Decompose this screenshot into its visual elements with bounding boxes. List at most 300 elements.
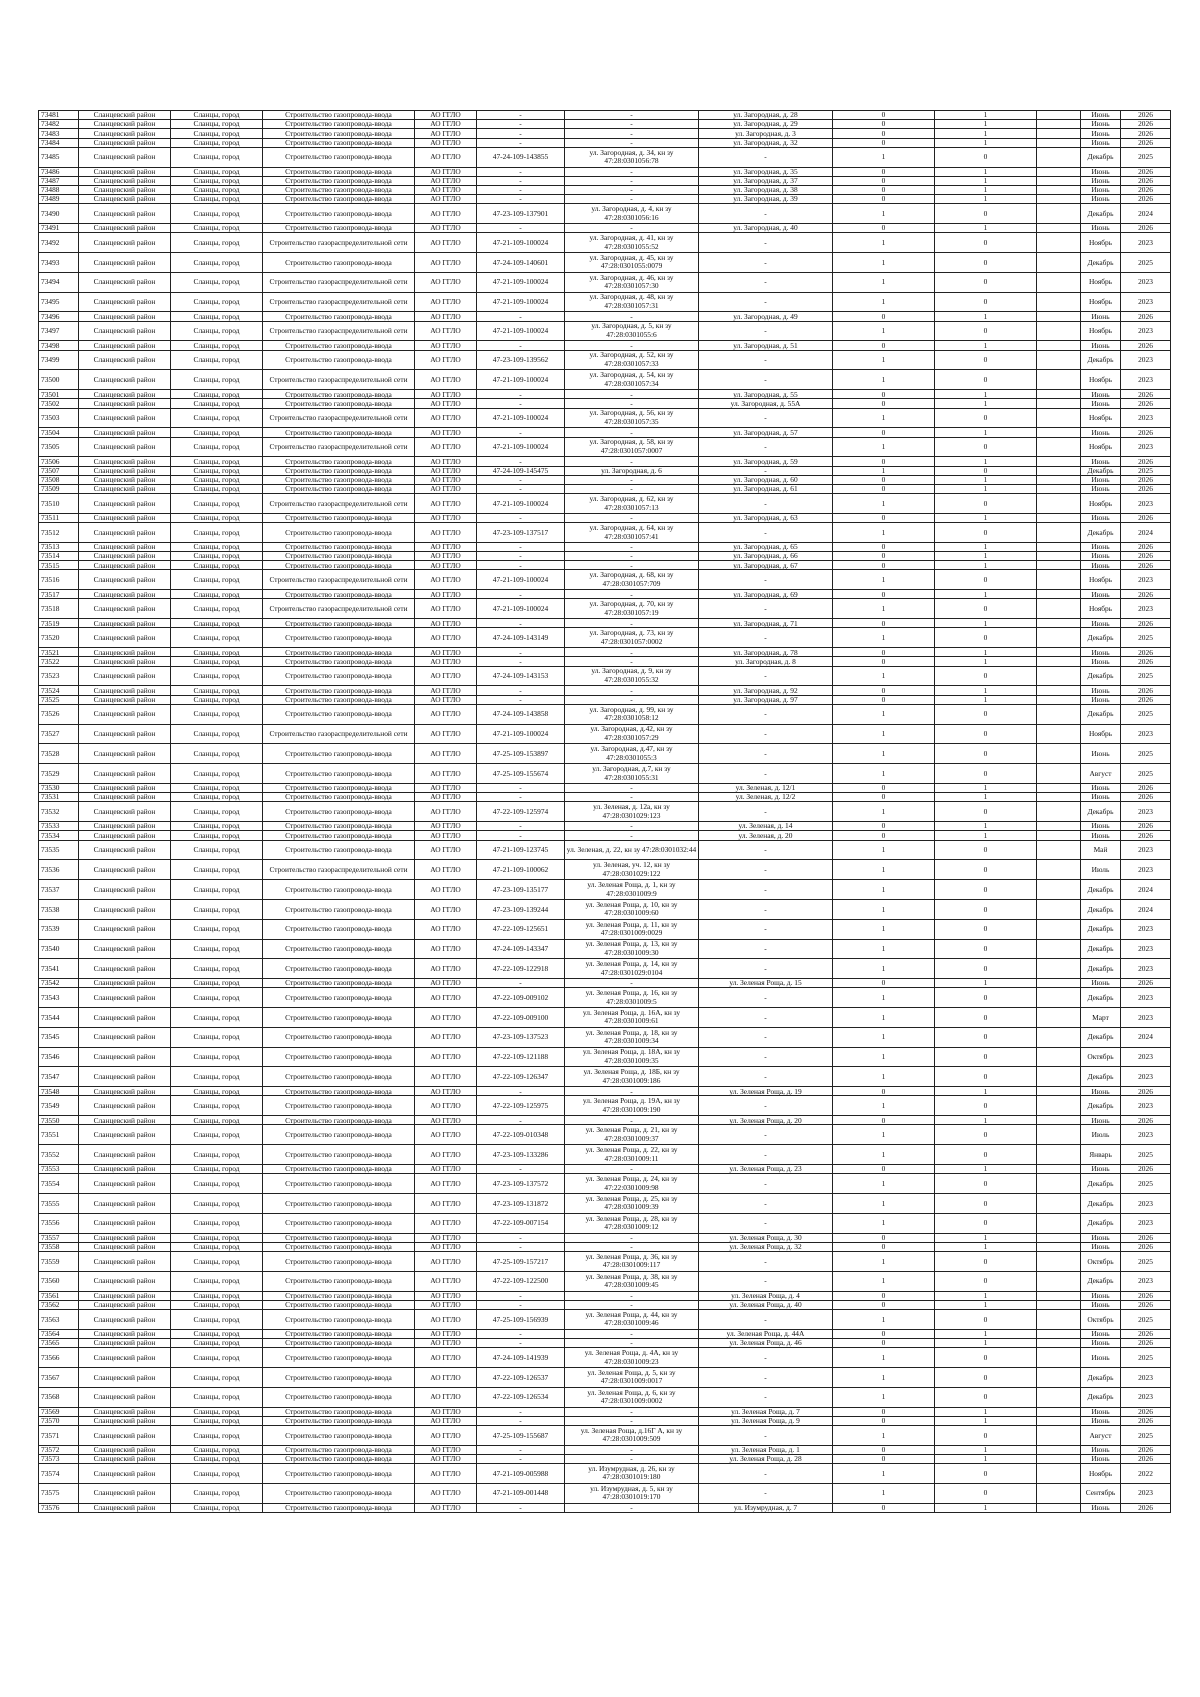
district-cell: Сланцевский район (79, 523, 171, 543)
cadastral-address-cell: ул. Изумрудная, д. 5, кн зу 47:28:0301019:170 (565, 1483, 699, 1503)
work-type-cell: Строительство газопровода-ввода (263, 695, 415, 704)
district-cell: Сланцевский район (79, 1008, 171, 1028)
cadastral-address-cell: - (565, 1087, 699, 1096)
work-type-cell: Строительство газопровода-ввода (263, 899, 415, 919)
year-cell: 2026 (1121, 1445, 1171, 1454)
work-type-cell: Строительство газораспределительной сети (263, 272, 415, 292)
spacer-cell (1037, 899, 1081, 919)
district-cell: Сланцевский район (79, 1483, 171, 1503)
table-row (39, 1067, 1171, 1087)
contract-number-cell: - (477, 176, 565, 185)
month-cell: Июнь (1081, 619, 1121, 628)
flag-cell-a: 1 (833, 802, 935, 822)
spacer-cell (1037, 1338, 1081, 1347)
table-row (39, 704, 1171, 724)
row-number: 73512 (39, 523, 79, 543)
settlement-cell: Сланцы, город (171, 1387, 263, 1407)
flag-cell-b: 1 (935, 1116, 1037, 1125)
cadastral-address-cell: ул. Загородная, д.42, кн зу 47:28:0301057:29 (565, 724, 699, 744)
row-number: 73515 (39, 561, 79, 570)
flag-cell-b: 0 (935, 1271, 1037, 1291)
flag-cell-b: 1 (935, 1445, 1037, 1454)
cadastral-address-cell: ул. Зеленая Роща, д. 44, кн зу 47:28:0301009:46 (565, 1309, 699, 1329)
address-cell: ул. Зеленая Роща, д. 28 (699, 1454, 833, 1463)
settlement-cell: Сланцы, город (171, 370, 263, 390)
organization-cell: АО ГГЛО (415, 350, 477, 370)
cadastral-address-cell: ул. Загородная, д. 9, кн зу 47:28:0301055:32 (565, 666, 699, 686)
table-row (39, 120, 1171, 129)
work-type-cell: Строительство газопровода-ввода (263, 648, 415, 657)
organization-cell: АО ГГЛО (415, 1165, 477, 1174)
organization-cell: АО ГГЛО (415, 185, 477, 194)
year-cell: 2022 (1121, 1464, 1171, 1484)
settlement-cell: Сланцы, город (171, 959, 263, 979)
work-type-cell: Строительство газопровода-ввода (263, 1291, 415, 1300)
organization-cell: АО ГГЛО (415, 272, 477, 292)
contract-number-cell: - (477, 1291, 565, 1300)
flag-cell-a: 1 (833, 666, 935, 686)
flag-cell-b: 0 (935, 628, 1037, 648)
month-cell: Июнь (1081, 552, 1121, 561)
year-cell: 2023 (1121, 570, 1171, 590)
row-number: 73549 (39, 1096, 79, 1116)
year-cell: 2026 (1121, 138, 1171, 147)
work-type-cell: Строительство газопровода-ввода (263, 1116, 415, 1125)
row-number: 73570 (39, 1416, 79, 1425)
cadastral-address-cell: ул. Загородная, д. 64, кн зу 47:28:0301057:41 (565, 523, 699, 543)
table-row (39, 1027, 1171, 1047)
flag-cell-b: 0 (935, 840, 1037, 860)
year-cell: 2023 (1121, 272, 1171, 292)
address-cell: - (699, 1309, 833, 1329)
district-cell: Сланцевский район (79, 919, 171, 939)
address-cell: - (699, 1348, 833, 1368)
month-cell: Июнь (1081, 1407, 1121, 1416)
month-cell: Декабрь (1081, 1387, 1121, 1407)
month-cell: Декабрь (1081, 988, 1121, 1008)
table-row (39, 341, 1171, 350)
settlement-cell: Сланцы, город (171, 494, 263, 514)
spacer-cell (1037, 408, 1081, 428)
contract-number-cell: - (477, 513, 565, 522)
organization-cell: АО ГГЛО (415, 570, 477, 590)
work-type-cell: Строительство газопровода-ввода (263, 988, 415, 1008)
organization-cell: АО ГГЛО (415, 552, 477, 561)
month-cell: Ноябрь (1081, 1464, 1121, 1484)
address-cell: - (699, 959, 833, 979)
contract-number-cell: 47-25-109-153897 (477, 744, 565, 764)
settlement-cell: Сланцы, город (171, 1483, 263, 1503)
contract-number-cell: 47-22-109-009100 (477, 1008, 565, 1028)
cadastral-address-cell: - (565, 552, 699, 561)
table-row (39, 1194, 1171, 1214)
year-cell: 2026 (1121, 686, 1171, 695)
settlement-cell: Сланцы, город (171, 939, 263, 959)
cadastral-address-cell: ул. Зеленая Роща, д. 25, кн зу 47:28:0301009:39 (565, 1194, 699, 1214)
month-cell: Сентябрь (1081, 1483, 1121, 1503)
cadastral-address-cell: ул. Загородная, д. 5, кн зу 47:28:0301055:6 (565, 321, 699, 341)
organization-cell: АО ГГЛО (415, 1008, 477, 1028)
cadastral-address-cell: - (565, 1329, 699, 1338)
settlement-cell: Сланцы, город (171, 1454, 263, 1463)
district-cell: Сланцевский район (79, 147, 171, 167)
organization-cell: АО ГГЛО (415, 599, 477, 619)
flag-cell-a: 1 (833, 1145, 935, 1165)
row-number: 73526 (39, 704, 79, 724)
district-cell: Сланцевский район (79, 959, 171, 979)
address-cell: ул. Зеленая Роща, д. 15 (699, 979, 833, 988)
address-cell: ул. Зеленая Роща, д. 32 (699, 1242, 833, 1251)
settlement-cell: Сланцы, город (171, 880, 263, 900)
organization-cell: АО ГГЛО (415, 176, 477, 185)
flag-cell-b: 1 (935, 1329, 1037, 1338)
table-row (39, 272, 1171, 292)
address-cell: ул. Загородная, д. 28 (699, 111, 833, 120)
flag-cell-b: 0 (935, 253, 1037, 273)
table-row (39, 802, 1171, 822)
flag-cell-b: 0 (935, 802, 1037, 822)
flag-cell-a: 1 (833, 1271, 935, 1291)
flag-cell-b: 1 (935, 428, 1037, 437)
flag-cell-b: 1 (935, 979, 1037, 988)
flag-cell-b: 0 (935, 350, 1037, 370)
settlement-cell: Сланцы, город (171, 1087, 263, 1096)
year-cell: 2026 (1121, 561, 1171, 570)
cadastral-address-cell: - (565, 619, 699, 628)
settlement-cell: Сланцы, город (171, 860, 263, 880)
row-number: 73572 (39, 1445, 79, 1454)
address-cell: ул. Загородная, д. 65 (699, 542, 833, 551)
address-cell: - (699, 1483, 833, 1503)
organization-cell: АО ГГЛО (415, 802, 477, 822)
table-row (39, 1503, 1171, 1512)
work-type-cell: Строительство газопровода-ввода (263, 1271, 415, 1291)
district-cell: Сланцевский район (79, 570, 171, 590)
work-type-cell: Строительство газопровода-ввода (263, 1338, 415, 1347)
work-type-cell: Строительство газопровода-ввода (263, 628, 415, 648)
flag-cell-a: 1 (833, 321, 935, 341)
cadastral-address-cell: - (565, 1116, 699, 1125)
work-type-cell: Строительство газопровода-ввода (263, 1125, 415, 1145)
flag-cell-b: 1 (935, 822, 1037, 831)
flag-cell-a: 0 (833, 648, 935, 657)
month-cell: Ноябрь (1081, 437, 1121, 457)
cadastral-address-cell: - (565, 1338, 699, 1347)
work-type-cell: Строительство газопровода-ввода (263, 793, 415, 802)
cadastral-address-cell: ул. Загородная, д. 34, кн зу 47:28:0301056:78 (565, 147, 699, 167)
district-cell: Сланцевский район (79, 253, 171, 273)
table-row (39, 899, 1171, 919)
row-number: 73513 (39, 542, 79, 551)
flag-cell-b: 1 (935, 657, 1037, 666)
address-cell: - (699, 1213, 833, 1233)
organization-cell: АО ГГЛО (415, 475, 477, 484)
month-cell: Ноябрь (1081, 408, 1121, 428)
organization-cell: АО ГГЛО (415, 1503, 477, 1512)
flag-cell-a: 0 (833, 129, 935, 138)
spacer-cell (1037, 484, 1081, 493)
spacer-cell (1037, 1008, 1081, 1028)
flag-cell-b: 1 (935, 484, 1037, 493)
contract-number-cell: 47-22-109-009102 (477, 988, 565, 1008)
cadastral-address-cell: ул. Загородная, д. 56, кн зу 47:28:0301057:35 (565, 408, 699, 428)
work-type-cell: Строительство газопровода-ввода (263, 1087, 415, 1096)
cadastral-address-cell: - (565, 1300, 699, 1309)
work-type-cell: Строительство газопровода-ввода (263, 1008, 415, 1028)
settlement-cell: Сланцы, город (171, 195, 263, 204)
contract-number-cell: 47-23-109-131872 (477, 1194, 565, 1214)
organization-cell: АО ГГЛО (415, 764, 477, 784)
work-type-cell: Строительство газопровода-ввода (263, 185, 415, 194)
organization-cell: АО ГГЛО (415, 628, 477, 648)
month-cell: Июнь (1081, 111, 1121, 120)
work-type-cell: Строительство газопровода-ввода (263, 457, 415, 466)
cadastral-address-cell: ул. Зеленая Роща, д. 18А, кн зу 47:28:0301009:35 (565, 1047, 699, 1067)
contract-number-cell: 47-24-109-143858 (477, 704, 565, 724)
row-number: 73569 (39, 1407, 79, 1416)
contract-number-cell: 47-21-109-100024 (477, 233, 565, 253)
contract-number-cell: - (477, 484, 565, 493)
settlement-cell: Сланцы, город (171, 724, 263, 744)
flag-cell-b: 1 (935, 224, 1037, 233)
work-type-cell: Строительство газопровода-ввода (263, 542, 415, 551)
month-cell: Июнь (1081, 793, 1121, 802)
flag-cell-a: 1 (833, 408, 935, 428)
address-cell: - (699, 704, 833, 724)
flag-cell-b: 1 (935, 1233, 1037, 1242)
table-row (39, 399, 1171, 408)
contract-number-cell: 47-22-109-121188 (477, 1047, 565, 1067)
spacer-cell (1037, 988, 1081, 1008)
spacer-cell (1037, 1407, 1081, 1416)
cadastral-address-cell: ул. Загородная, д. 54, кн зу 47:28:0301057:34 (565, 370, 699, 390)
flag-cell-b: 0 (935, 494, 1037, 514)
month-cell: Ноябрь (1081, 599, 1121, 619)
settlement-cell: Сланцы, город (171, 666, 263, 686)
work-type-cell: Строительство газопровода-ввода (263, 552, 415, 561)
table-row (39, 628, 1171, 648)
year-cell: 2023 (1121, 860, 1171, 880)
district-cell: Сланцевский район (79, 724, 171, 744)
table-row (39, 988, 1171, 1008)
row-number: 73521 (39, 648, 79, 657)
spacer-cell (1037, 599, 1081, 619)
year-cell: 2026 (1121, 695, 1171, 704)
contract-number-cell: - (477, 657, 565, 666)
cadastral-address-cell: ул. Зеленая Роща, д. 28, кн зу 47:28:0301009:12 (565, 1213, 699, 1233)
row-number: 73497 (39, 321, 79, 341)
flag-cell-b: 1 (935, 399, 1037, 408)
district-cell: Сланцевский район (79, 195, 171, 204)
work-type-cell: Строительство газопровода-ввода (263, 561, 415, 570)
settlement-cell: Сланцы, город (171, 1125, 263, 1145)
spacer-cell (1037, 744, 1081, 764)
month-cell: Июнь (1081, 1416, 1121, 1425)
address-cell: - (699, 253, 833, 273)
contract-number-cell: 47-23-109-137901 (477, 204, 565, 224)
flag-cell-a: 1 (833, 437, 935, 457)
contract-number-cell: 47-21-109-100024 (477, 321, 565, 341)
flag-cell-a: 0 (833, 979, 935, 988)
spacer-cell (1037, 1503, 1081, 1512)
spacer-cell (1037, 513, 1081, 522)
organization-cell: АО ГГЛО (415, 1387, 477, 1407)
table-row (39, 292, 1171, 312)
work-type-cell: Строительство газопровода-ввода (263, 167, 415, 176)
district-cell: Сланцевский район (79, 1291, 171, 1300)
work-type-cell: Строительство газопровода-ввода (263, 1407, 415, 1416)
cadastral-address-cell: ул. Зеленая Роща, д. 22, кн зу 47:28:0301009:11 (565, 1145, 699, 1165)
cadastral-address-cell: ул. Зеленая, д. 22, кн зу 47:28:0301032:44 (565, 840, 699, 860)
contract-number-cell: - (477, 1242, 565, 1251)
contract-number-cell: - (477, 390, 565, 399)
settlement-cell: Сланцы, город (171, 292, 263, 312)
row-number: 73544 (39, 1008, 79, 1028)
month-cell: Октябрь (1081, 1047, 1121, 1067)
month-cell: Июнь (1081, 1233, 1121, 1242)
row-number: 73552 (39, 1145, 79, 1165)
settlement-cell: Сланцы, город (171, 1174, 263, 1194)
work-type-cell: Строительство газопровода-ввода (263, 1483, 415, 1503)
table-row (39, 1483, 1171, 1503)
cadastral-address-cell: - (565, 1503, 699, 1512)
year-cell: 2023 (1121, 1271, 1171, 1291)
district-cell: Сланцевский район (79, 475, 171, 484)
year-cell: 2026 (1121, 619, 1171, 628)
work-type-cell: Строительство газопровода-ввода (263, 1348, 415, 1368)
spacer-cell (1037, 648, 1081, 657)
row-number: 73573 (39, 1454, 79, 1463)
row-number: 73558 (39, 1242, 79, 1251)
organization-cell: АО ГГЛО (415, 138, 477, 147)
district-cell: Сланцевский район (79, 686, 171, 695)
flag-cell-b: 1 (935, 1300, 1037, 1309)
flag-cell-a: 1 (833, 204, 935, 224)
work-type-cell: Строительство газопровода-ввода (263, 484, 415, 493)
district-cell: Сланцевский район (79, 619, 171, 628)
year-cell: 2026 (1121, 793, 1171, 802)
settlement-cell: Сланцы, город (171, 1309, 263, 1329)
year-cell: 2025 (1121, 1145, 1171, 1165)
flag-cell-b: 0 (935, 1027, 1037, 1047)
month-cell: Декабрь (1081, 253, 1121, 273)
settlement-cell: Сланцы, город (171, 321, 263, 341)
month-cell: Октябрь (1081, 1309, 1121, 1329)
row-number: 73483 (39, 129, 79, 138)
district-cell: Сланцевский район (79, 822, 171, 831)
organization-cell: АО ГГЛО (415, 1174, 477, 1194)
contract-number-cell: - (477, 341, 565, 350)
district-cell: Сланцевский район (79, 111, 171, 120)
table-row (39, 1425, 1171, 1445)
flag-cell-b: 1 (935, 1291, 1037, 1300)
contract-number-cell: - (477, 979, 565, 988)
address-cell: - (699, 437, 833, 457)
flag-cell-a: 1 (833, 370, 935, 390)
organization-cell: АО ГГЛО (415, 457, 477, 466)
organization-cell: АО ГГЛО (415, 840, 477, 860)
settlement-cell: Сланцы, город (171, 657, 263, 666)
month-cell: Ноябрь (1081, 233, 1121, 253)
address-cell: - (699, 724, 833, 744)
month-cell: Июнь (1081, 783, 1121, 792)
district-cell: Сланцевский район (79, 1464, 171, 1484)
flag-cell-b: 1 (935, 1242, 1037, 1251)
table-row (39, 1445, 1171, 1454)
row-number: 73517 (39, 590, 79, 599)
organization-cell: АО ГГЛО (415, 1271, 477, 1291)
settlement-cell: Сланцы, город (171, 138, 263, 147)
settlement-cell: Сланцы, город (171, 428, 263, 437)
flag-cell-a: 1 (833, 1174, 935, 1194)
year-cell: 2026 (1121, 129, 1171, 138)
spacer-cell (1037, 138, 1081, 147)
organization-cell: АО ГГЛО (415, 1407, 477, 1416)
row-number: 73485 (39, 147, 79, 167)
cadastral-address-cell: ул. Зеленая Роща, д. 14, кн зу 47:28:0301029:0104 (565, 959, 699, 979)
row-number: 73551 (39, 1125, 79, 1145)
work-type-cell: Строительство газопровода-ввода (263, 979, 415, 988)
address-cell: - (699, 204, 833, 224)
flag-cell-b: 1 (935, 138, 1037, 147)
organization-cell: АО ГГЛО (415, 1125, 477, 1145)
row-number: 73496 (39, 312, 79, 321)
spacer-cell (1037, 695, 1081, 704)
cadastral-address-cell: - (565, 120, 699, 129)
month-cell: Июнь (1081, 744, 1121, 764)
flag-cell-a: 0 (833, 590, 935, 599)
row-number: 73575 (39, 1483, 79, 1503)
contract-number-cell: 47-25-109-157217 (477, 1252, 565, 1272)
work-type-cell: Строительство газораспределительной сети (263, 860, 415, 880)
spacer-cell (1037, 880, 1081, 900)
district-cell: Сланцевский район (79, 466, 171, 475)
organization-cell: АО ГГЛО (415, 793, 477, 802)
address-cell: - (699, 1271, 833, 1291)
row-number: 73495 (39, 292, 79, 312)
district-cell: Сланцевский район (79, 224, 171, 233)
spacer-cell (1037, 1116, 1081, 1125)
flag-cell-a: 1 (833, 1483, 935, 1503)
address-cell: - (699, 1067, 833, 1087)
settlement-cell: Сланцы, город (171, 704, 263, 724)
table-row (39, 1271, 1171, 1291)
year-cell: 2025 (1121, 1252, 1171, 1272)
year-cell: 2026 (1121, 1338, 1171, 1347)
work-type-cell: Строительство газопровода-ввода (263, 686, 415, 695)
organization-cell: АО ГГЛО (415, 880, 477, 900)
contract-number-cell: 47-23-109-137517 (477, 523, 565, 543)
cadastral-address-cell: - (565, 390, 699, 399)
settlement-cell: Сланцы, город (171, 437, 263, 457)
work-type-cell: Строительство газопровода-ввода (263, 1194, 415, 1214)
district-cell: Сланцевский район (79, 176, 171, 185)
cadastral-address-cell: ул. Загородная, д. 99, кн зу 47:28:0301058:12 (565, 704, 699, 724)
spacer-cell (1037, 570, 1081, 590)
settlement-cell: Сланцы, город (171, 619, 263, 628)
flag-cell-a: 1 (833, 523, 935, 543)
month-cell: Июнь (1081, 475, 1121, 484)
cadastral-address-cell: - (565, 1454, 699, 1463)
table-row (39, 619, 1171, 628)
settlement-cell: Сланцы, город (171, 831, 263, 840)
year-cell: 2026 (1121, 341, 1171, 350)
organization-cell: АО ГГЛО (415, 1027, 477, 1047)
contract-number-cell: - (477, 120, 565, 129)
settlement-cell: Сланцы, город (171, 840, 263, 860)
year-cell: 2023 (1121, 350, 1171, 370)
flag-cell-a: 1 (833, 599, 935, 619)
